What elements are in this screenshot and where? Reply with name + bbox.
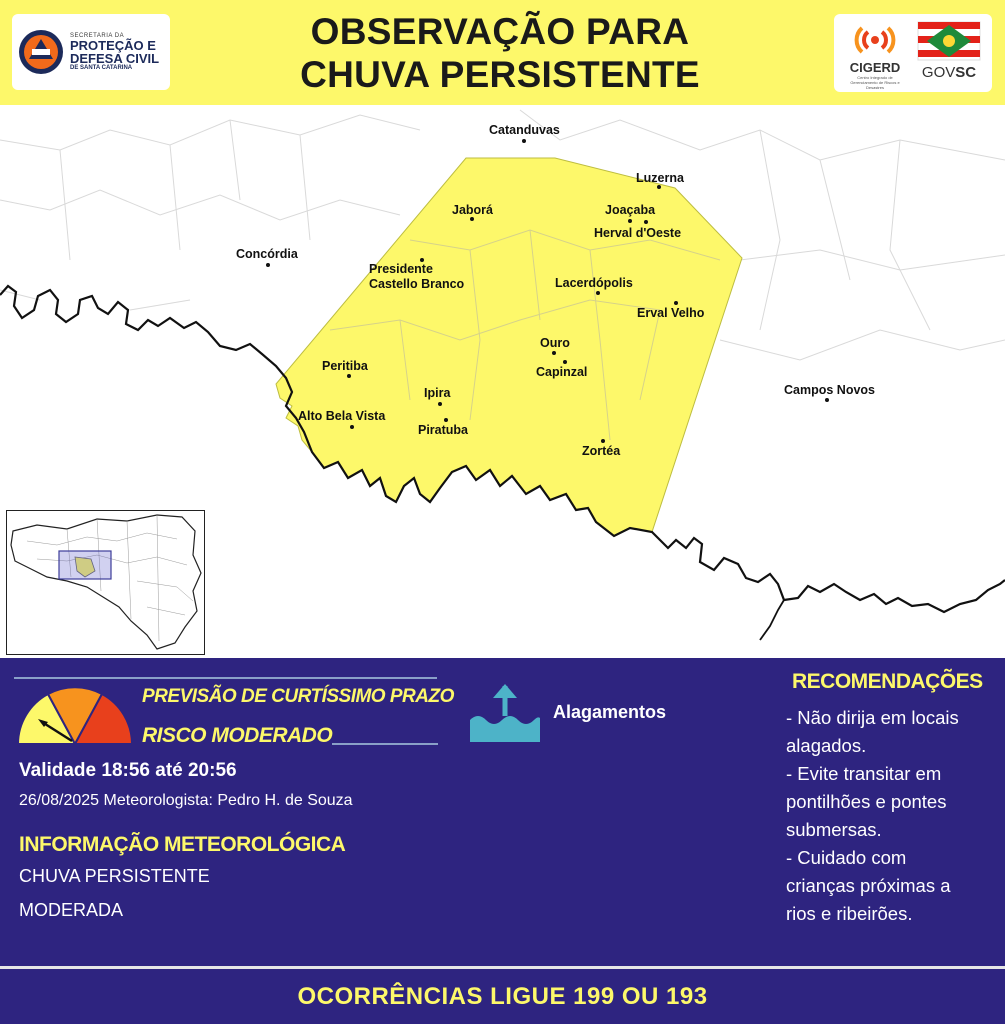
recommendation-line: - Cuidado com — [786, 847, 907, 868]
recommendation-line: alagados. — [786, 735, 867, 756]
meteo-info-line-2: MODERADA — [19, 900, 124, 920]
government-logos — [834, 14, 992, 92]
city-marker — [657, 185, 661, 189]
city-marker — [601, 439, 605, 443]
recommendation-line: crianças próximas a — [786, 875, 951, 896]
santa-catarina-flag-icon — [916, 20, 982, 62]
city-label: Ipira — [424, 386, 451, 400]
date-and-meteorologist: 26/08/2025 Meteorologista: Pedro H. de Souza — [19, 792, 353, 809]
title-line-1: OBSERVAÇÃO PARA — [310, 11, 690, 52]
state-outline — [7, 511, 203, 653]
city-marker — [350, 425, 354, 429]
cigerd-subtitle: Centro Integrado de Gerenciamento de Riscos e Desastres — [850, 75, 900, 90]
city-label: Peritiba — [322, 359, 368, 373]
title-line-2: CHUVA PERSISTENTE — [300, 54, 700, 95]
risk-gauge-icon — [14, 684, 136, 746]
city-label: Jaborá — [452, 203, 493, 217]
recommendation-line: pontilhões e pontes — [786, 791, 947, 812]
recommendation-line: - Não dirija em locais — [786, 707, 959, 728]
emergency-numbers: OCORRÊNCIAS LIGUE 199 OU 193 — [297, 982, 708, 1010]
city-marker — [438, 402, 442, 406]
recommendation-line: - Evite transitar em — [786, 763, 942, 784]
recommendation-line: rios e ribeirões. — [786, 903, 913, 924]
meteo-info-line-1: CHUVA PERSISTENTE — [19, 866, 210, 886]
city-marker — [596, 291, 600, 295]
govsc-prefix: GOV — [921, 64, 956, 81]
govsc-logo — [916, 20, 982, 86]
city-label: Campos Novos — [784, 383, 875, 397]
civil-defense-emblem-icon — [18, 29, 64, 75]
city-marker — [674, 301, 678, 305]
locator-inset-map — [6, 510, 205, 655]
city-label: Piratuba — [418, 423, 469, 437]
logo-line-1: PROTEÇÃO E — [70, 38, 156, 53]
validity-period: Validade 18:56 até 20:56 — [19, 760, 237, 781]
recommendation-line: submersas. — [786, 819, 882, 840]
city-marker — [628, 219, 632, 223]
flooding-icon — [468, 682, 542, 744]
city-marker — [522, 139, 526, 143]
decorative-divider-bottom — [332, 743, 438, 745]
cigerd-signal-icon — [844, 20, 906, 60]
city-label: Presidente — [369, 262, 433, 276]
city-label: Ouro — [540, 336, 570, 350]
recommendations-list — [786, 704, 996, 928]
city-marker — [825, 398, 829, 402]
city-label: Lacerdópolis — [555, 276, 633, 290]
civil-defense-logo — [12, 14, 170, 90]
city-marker — [470, 217, 474, 221]
city-label: Herval d'Oeste — [594, 226, 682, 240]
recommendations-title: RECOMENDAÇÕES — [792, 670, 983, 693]
header-banner — [0, 0, 1005, 105]
city-label: Joaçaba — [605, 203, 656, 217]
city-label: Concórdia — [236, 247, 298, 261]
city-label: Zortéa — [582, 444, 621, 458]
city-marker — [444, 418, 448, 422]
city-label: Capinzal — [536, 365, 588, 379]
logo-line-2: DEFESA CIVIL — [70, 51, 160, 66]
page-title — [200, 10, 800, 96]
forecast-title: PREVISÃO DE CURTÍSSIMO PRAZO — [142, 686, 454, 707]
city-marker — [266, 263, 270, 267]
footer-banner — [0, 969, 1005, 1024]
govsc-label — [916, 64, 982, 81]
city-label: Erval Velho — [637, 306, 705, 320]
city-label: Luzerna — [636, 171, 684, 185]
meteo-info-title: INFORMAÇÃO METEOROLÓGICA — [19, 833, 346, 856]
city-label: Alto Bela Vista — [298, 409, 386, 423]
city-marker — [644, 220, 648, 224]
city-label: Catanduvas — [489, 123, 560, 137]
city-label: Castello Branco — [369, 277, 465, 291]
cigerd-logo — [844, 20, 906, 90]
logo-small-text: SECRETARIA DA — [70, 33, 125, 39]
decorative-divider-top — [14, 677, 437, 679]
city-marker — [552, 351, 556, 355]
hazard-label: Alagamentos — [553, 702, 667, 722]
logo-line-3: DE SANTA CATARINA — [70, 65, 133, 71]
city-marker — [563, 360, 567, 364]
govsc-suffix: SC — [955, 64, 977, 81]
cigerd-label: CIGERD — [849, 60, 901, 75]
city-marker — [420, 258, 424, 262]
alert-map — [0, 105, 1005, 658]
river-tributary — [760, 600, 784, 640]
city-marker — [347, 374, 351, 378]
risk-level: RISCO MODERADO — [142, 724, 333, 747]
